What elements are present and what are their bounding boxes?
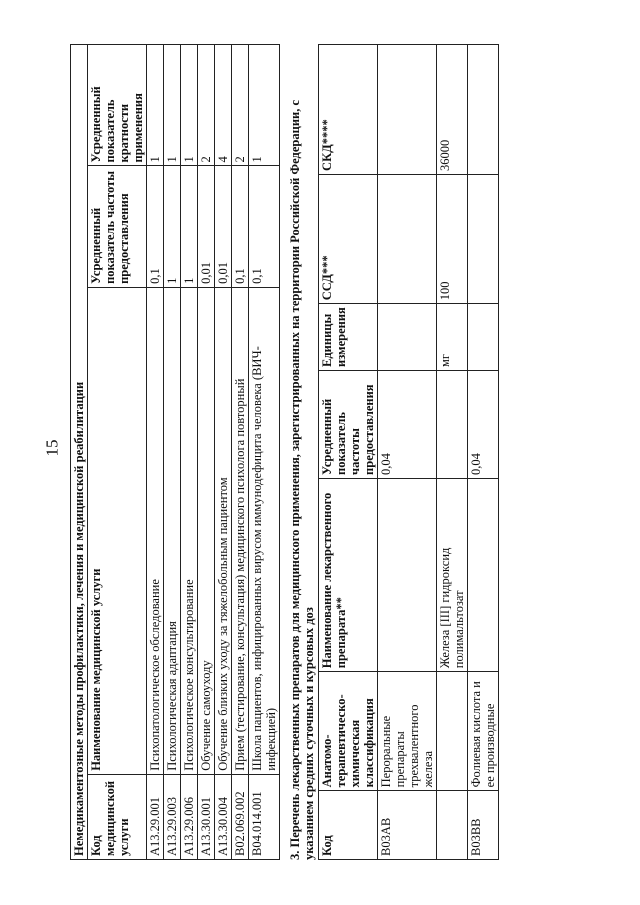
table-title-row	[71, 45, 88, 860]
table-row	[232, 45, 249, 860]
service-frequency: 0,1	[249, 166, 280, 287]
header-service-code: Код медицинской услуги	[88, 774, 147, 859]
table-row	[249, 45, 280, 860]
drug-name	[378, 478, 437, 671]
drug-code	[437, 791, 468, 860]
drug-code: B03BB	[468, 791, 499, 860]
service-name: Психологическое консультирование	[181, 287, 198, 774]
drug-atc: Пероральные препараты трехвалентного железа	[378, 672, 437, 791]
service-code: A13.29.001	[147, 774, 164, 859]
service-multiplicity: 2	[198, 45, 215, 166]
table-row	[147, 45, 164, 860]
service-multiplicity: 1	[147, 45, 164, 166]
service-multiplicity: 2	[232, 45, 249, 166]
header-multiplicity: Усредненный показатель кратности применения	[88, 45, 147, 166]
service-frequency: 0,1	[232, 166, 249, 287]
service-code: A13.29.003	[164, 774, 181, 859]
drug-code: B03AB	[378, 791, 437, 860]
service-code: A13.30.001	[198, 774, 215, 859]
table-row	[468, 45, 499, 860]
rotated-page-content	[70, 40, 618, 860]
drug-unit	[378, 304, 437, 371]
table-row	[181, 45, 198, 860]
table-header-row	[319, 45, 378, 860]
header-drug-name: Наименование лекарственного препарата**	[319, 478, 378, 671]
service-multiplicity: 1	[164, 45, 181, 166]
table-header-row	[88, 45, 147, 860]
drug-frequency: 0,04	[378, 371, 437, 479]
page-number: 15	[42, 439, 62, 457]
table1-title: Немедикаментозные методы профилактики, лечения и медицинской реабилитации	[71, 45, 88, 860]
drug-list-table	[318, 44, 499, 860]
service-code: A13.30.004	[215, 774, 232, 859]
table-row	[378, 45, 437, 860]
service-name: Обучение близких уходу за тяжелобольным пациентом	[215, 287, 232, 774]
header-frequency: Усредненный показатель частоты предоставления	[88, 166, 147, 287]
service-frequency: 1	[181, 166, 198, 287]
drug-ssd	[378, 174, 437, 303]
table-row	[437, 45, 468, 860]
service-code: B02.069.002	[232, 774, 249, 859]
service-multiplicity: 4	[215, 45, 232, 166]
service-name: Психопатологическое обследование	[147, 287, 164, 774]
service-name: Психологическая адаптация	[164, 287, 181, 774]
drug-skd	[468, 45, 499, 175]
drug-skd: 36000	[437, 45, 468, 175]
table-row	[198, 45, 215, 860]
service-code: B04.014.001	[249, 774, 280, 859]
header-skd: СКД****	[319, 45, 378, 175]
drug-name	[468, 478, 499, 671]
header-frequency: Усредненный показатель частоты предоставления	[319, 371, 378, 479]
service-frequency: 1	[164, 166, 181, 287]
table-row	[215, 45, 232, 860]
header-ssd: ССД***	[319, 174, 378, 303]
service-multiplicity: 1	[181, 45, 198, 166]
service-frequency: 0,1	[147, 166, 164, 287]
service-name: Прием (тестирование, консультация) медицинского психолога повторный	[232, 287, 249, 774]
drug-name: Железа [III] гидроксид полимальтозат	[437, 478, 468, 671]
drug-ssd: 100	[437, 174, 468, 303]
header-atc-classification: Анатомо-терапевтическо-химическая классификация	[319, 672, 378, 791]
section-3-title: 3. Перечень лекарственных препаратов для медицинского применения, зарегистрированных на территории Российской Федерации, с указанием средних суточных и курсовых доз	[288, 99, 316, 860]
drug-atc	[437, 672, 468, 791]
drug-atc: Фолиевая кислота и ее производные	[468, 672, 499, 791]
service-name: Обучение самоуходу	[198, 287, 215, 774]
non-drug-methods-table	[70, 44, 280, 860]
drug-frequency: 0,04	[468, 371, 499, 479]
drug-unit: мг	[437, 304, 468, 371]
table-row	[164, 45, 181, 860]
service-frequency: 0,01	[215, 166, 232, 287]
drug-unit	[468, 304, 499, 371]
drug-skd	[378, 45, 437, 175]
service-multiplicity: 1	[249, 45, 280, 166]
header-units: Единицы измерения	[319, 304, 378, 371]
drug-ssd	[468, 174, 499, 303]
service-frequency: 0,01	[198, 166, 215, 287]
header-service-name: Наименование медицинской услуги	[88, 287, 147, 774]
header-code: Код	[319, 791, 378, 860]
service-name: Школа пациентов, инфицированных вирусом иммунодефицита человека (ВИЧ-инфекцией)	[249, 287, 280, 774]
drug-frequency	[437, 371, 468, 479]
service-code: A13.29.006	[181, 774, 198, 859]
